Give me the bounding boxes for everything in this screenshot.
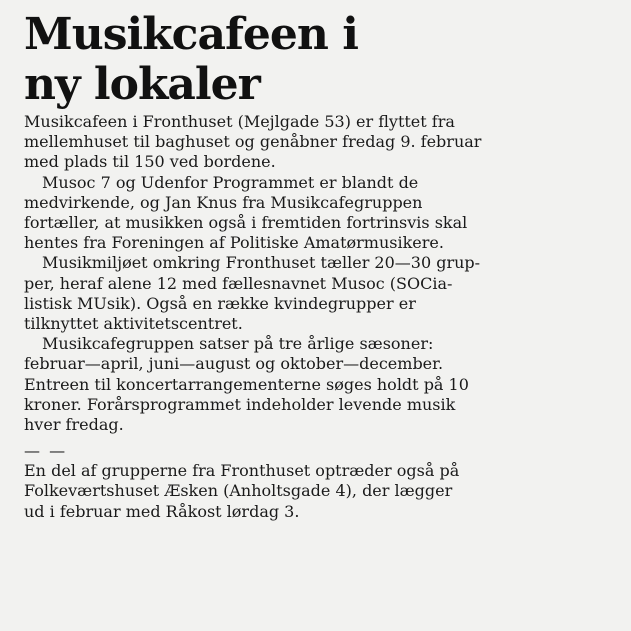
text-line: Entreen til koncertarrangementerne søges holdt på 10 <box>24 374 469 394</box>
text-line: Musikmiljøet omkring Fronthuset tæller 20—30 grup- <box>42 253 481 273</box>
text-line: per, heraf alene 12 med fællesnavnet Musoc (SOCia- <box>24 273 453 293</box>
headline-line: ny lokaler <box>24 59 260 110</box>
text-line: medvirkende, og Jan Knus fra Musikcafegruppen <box>24 192 423 212</box>
article-body <box>24 112 624 522</box>
text-line: Folkeværtshuset Æsken (Anholtsgade 4), der lægger <box>24 481 453 501</box>
text-line: med plads til 150 ved bordene. <box>24 152 276 172</box>
section-separator: — — <box>24 441 68 461</box>
text-line: Musikcafegruppen satser på tre årlige sæsoner: <box>42 334 434 354</box>
text-line: kroner. Forårsprogrammet indeholder levende musik <box>24 394 456 414</box>
text-line: ud i februar med Råkost lørdag 3. <box>24 501 300 521</box>
text-line: mellemhuset til baghuset og genåbner fredag 9. februar <box>24 132 482 152</box>
paragraph-1 <box>24 112 624 173</box>
paragraph-2 <box>24 173 624 254</box>
text-line: listisk MUsik). Også en række kvindegrupper er <box>24 293 416 313</box>
paragraph-4 <box>24 334 624 435</box>
text-line: tilknyttet aktivitetscentret. <box>24 314 243 334</box>
text-line: hver fredag. <box>24 415 124 435</box>
text-line: fortæller, at musikken også i fremtiden fortrinsvis skal <box>24 213 468 233</box>
text-line: Musoc 7 og Udenfor Programmet er blandt de <box>42 172 419 192</box>
headline-line: Musikcafeen i <box>24 9 358 60</box>
text-line: hentes fra Foreningen af Politiske Amatørmusikere. <box>24 233 444 253</box>
text-line: Musikcafeen i Fronthuset (Mejlgade 53) er flyttet fra <box>24 112 455 131</box>
text-line: En del af grupperne fra Fronthuset optræder også på <box>24 461 460 481</box>
footer-paragraph <box>24 461 624 522</box>
paragraph-3 <box>24 253 624 334</box>
headline <box>24 10 621 110</box>
text-line: februar—april, juni—august og oktober—december. <box>24 354 444 374</box>
